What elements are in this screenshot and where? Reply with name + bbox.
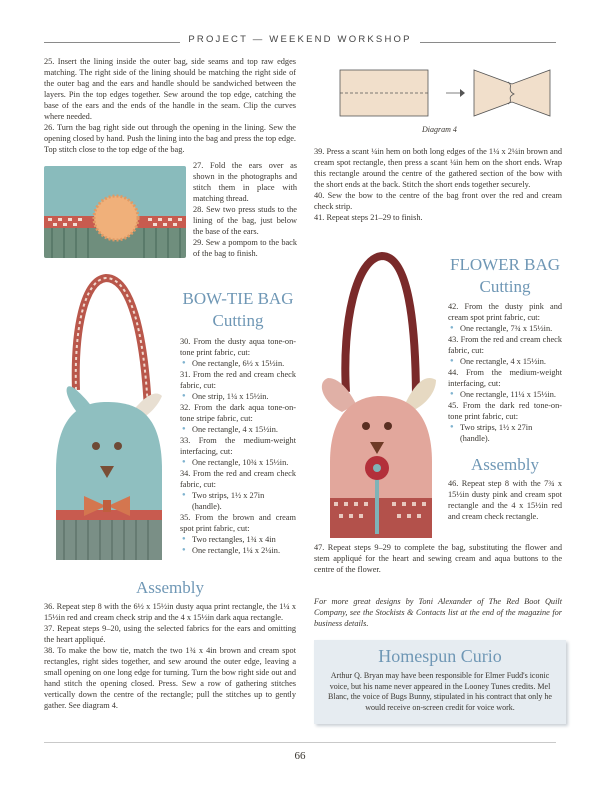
step-38: 38. To make the bow tie, match the two 1¾ x 4in brown and cream spot rectangles, right sides together, and sew around the outer edge, leaving a small opening on one long edge for turning. Turn the bow right side out and hand stitch the opening closed. Press. Sew a row of gathering stitches vertically down the centre of the rectangle; pull the stitches up to gently gather. See diagram 4. <box>44 646 296 710</box>
step-37: 37. Repeat steps 9–20, using the selected fabrics for the ears and omitting the heart appliqué. <box>44 624 296 644</box>
diagram-caption: Diagram 4 <box>422 125 457 134</box>
assembly-left <box>44 577 296 711</box>
step-25: 25. Insert the lining inside the outer bag, side seams and top raw edges matching. The right side of the lining should be matching the right side of the outer bag and the ears and handle should be sandwiched between the layers. Pin the top edges together. Sew around the top edge, catching the base of the ears and the ends of the handle in the seam. Clip the curves where needed. <box>44 57 296 121</box>
bullet-33: ● One rectangle, 10¾ x 15½in. <box>180 457 296 468</box>
flower-bag-photo <box>316 252 442 542</box>
bowtie-bag-photo <box>44 270 174 570</box>
assembly-left-heading: Assembly <box>136 578 204 597</box>
bullet-35b: ● One rectangle, 1¼ x 2¼in. <box>180 545 296 556</box>
credits <box>314 596 562 629</box>
diagram-4 <box>338 66 560 120</box>
bullet-31: ● One strip, 1¼ x 15½in. <box>180 391 296 402</box>
right-column-top <box>314 146 562 223</box>
bullet-42: ● One rectangle, 7¾ x 15½in. <box>448 323 562 334</box>
step-39: 39. Press a scant ¼in hem on both long edges of the 1¼ x 2¼in brown and cream spot rectangle, then press a scant ¼in hem on the short ends. Wrap this rectangle around the centre of the gathered section of the bow with the short ends at the back. Stitch the short ends together securely. <box>314 147 562 189</box>
bullet-44: ● One rectangle, 11¼ x 15½in. <box>448 389 562 400</box>
step-34: 34. From the red and cream check fabric, cut: <box>180 469 296 489</box>
bullet-35a: ● Two rectangles, 1¾ x 4in <box>180 534 296 545</box>
homespun-curio-box <box>314 640 566 724</box>
step-32: 32. From the dark aqua tone-on-tone stripe fabric, cut: <box>180 403 296 423</box>
bullet-45: ● Two strips, 1½ x 27in (handle). <box>448 422 562 444</box>
step-46: 46. Repeat step 8 with the 7¾ x 15½in dusty pink and cream spot rectangle and the 4 x 15½in red and cream check rectangle. <box>448 479 562 521</box>
curio-text: Arthur Q. Bryan may have been responsible for Elmer Fudd's iconic voice, but his name never appeared in the Looney Tunes credits. Mel Blanc, the voice of Bugs Bunny, stipulated in his contract that only he would receive on-screen credit for voice work. <box>328 671 552 712</box>
step-31: 31. From the red and cream check fabric, cut: <box>180 370 296 390</box>
flower-section <box>448 254 562 522</box>
step-40: 40. Sew the bow to the centre of the bag front over the red and cream check strip. <box>314 191 562 211</box>
step-33: 33. From the medium-weight interfacing, cut: <box>180 436 296 456</box>
bullet-30: ● One rectangle, 6½ x 15½in. <box>180 358 296 369</box>
bullet-43: ● One rectangle, 4 x 15½in. <box>448 356 562 367</box>
step-42: 42. From the dusty pink and cream spot print fabric, cut: <box>448 302 562 322</box>
step-47-block <box>314 542 562 575</box>
steps-27-29 <box>193 160 297 259</box>
flower-cutting-heading: Cutting <box>479 277 531 296</box>
step-36: 36. Repeat step 8 with the 6½ x 15½in dusty aqua print rectangle, the 1¼ x 15½in red and cream check strip and the 4 x 15½in dark aqua rectangle. <box>44 602 296 622</box>
step-30: 30. From the dusty aqua tone-on-tone print fabric, cut: <box>180 337 296 357</box>
step-45: 45. From the dark red tone-on-tone print fabric, cut: <box>448 401 562 421</box>
left-column-top <box>44 56 296 155</box>
pompom-photo <box>44 166 186 258</box>
bullet-32: ● One rectangle, 4 x 15½in. <box>180 424 296 435</box>
step-29: 29. Sew a pompom to the back of the bag to finish. <box>193 238 297 258</box>
flower-title: FLOWER BAG <box>449 255 561 274</box>
page-number: 66 <box>294 750 306 762</box>
credits-text: For more great designs by Toni Alexander of The Red Boot Quilt Company, see the Stockists & Contacts list at the end of the magazine for business details. <box>314 597 562 628</box>
step-44: 44. From the medium-weight interfacing, cut: <box>448 368 562 388</box>
step-27: 27. Fold the ears over as shown in the photographs and stitch them in place with matching thread. <box>193 161 297 203</box>
footer-rule <box>44 742 556 743</box>
bullet-34: ● Two strips, 1½ x 27in (handle). <box>180 490 296 512</box>
curio-title: Homespun Curio <box>378 646 502 666</box>
step-28: 28. Sew two press studs to the lining of the bag, just below the base of the ears. <box>193 205 297 236</box>
bowtie-section <box>180 288 296 556</box>
flower-assembly-heading: Assembly <box>471 455 539 474</box>
step-35: 35. From the brown and cream spot print fabric, cut: <box>180 513 296 533</box>
page-header: PROJECT — WEEKEND WORKSHOP <box>0 34 600 45</box>
bowtie-title: BOW-TIE BAG <box>182 289 294 308</box>
step-26: 26. Turn the bag right side out through the opening in the lining. Sew the opening closed by hand. Push the lining into the bag and press the top edge. Top stitch close to the top edge of the bag. <box>44 123 296 154</box>
step-43: 43. From the red and cream check fabric, cut: <box>448 335 562 355</box>
bowtie-cutting-heading: Cutting <box>212 311 264 330</box>
step-41: 41. Repeat steps 21–29 to finish. <box>314 213 423 222</box>
step-47: 47. Repeat steps 9–29 to complete the bag, substituting the flower and stem appliqué for the heart and sewing cream and aqua buttons to the centre of the flower. <box>314 543 562 574</box>
